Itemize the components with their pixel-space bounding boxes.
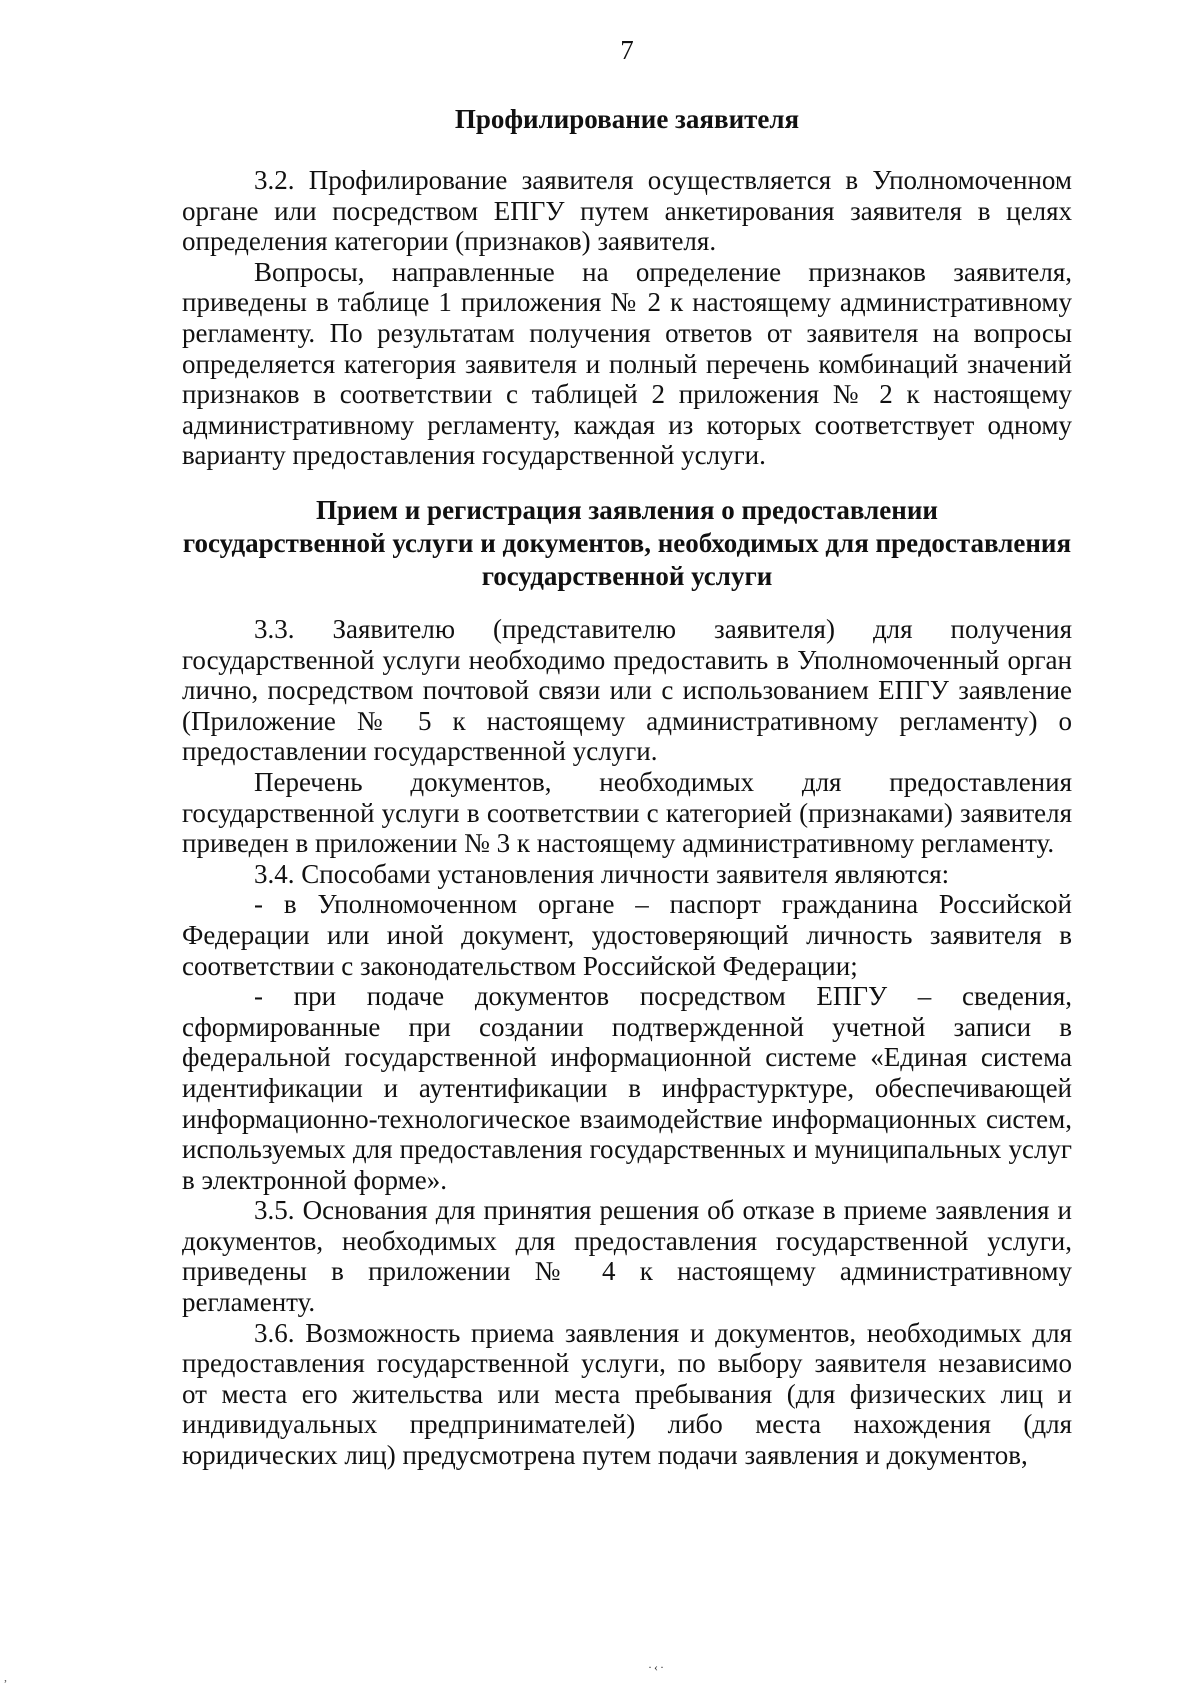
paragraph: 3.4. Способами установления личности заявителя являются: xyxy=(254,858,950,889)
section-heading-profiling: Профилирование заявителя xyxy=(454,104,800,134)
paragraph: Вопросы, направленные на определение признаков заявителя, приведены в таблице 1 приложения № 2 к настоящему административному регламенту. По результатам получения ответов от заявителя на вопросы определяется категория заявителя и полный перечень комбинаций значений признаков в соответствии с таблицей 2 приложения № 2 к настоящему административному регламенту, каждая из которых соответствует одному варианту предоставления государственной услуги. xyxy=(182,256,1072,471)
paragraph: 3.6. Возможность приема заявления и документов, необходимых для предоставления государственной услуги, по выбору заявителя независимо от места его жительства или места пребывания (для физических лиц и индивидуальных предпринимателей) либо места нахождения (для юридических лиц) предусмотрена путем подачи заявления и документов, xyxy=(182,1317,1072,1471)
paragraph: - в Уполномоченном органе – паспорт гражданина Российской Федерации или иной документ, удостоверяющий личность заявителя в соответствии с законодательством Российской Федерации; xyxy=(182,889,1072,981)
paragraph: 3.5. Основания для принятия решения об отказе в приеме заявления и документов, необходимых для предоставления государственной услуги, приведены в приложении № 4 к настоящему административному регламенту. xyxy=(182,1195,1072,1318)
heading-line: государственной услуги и документов, необходимых для предоставления xyxy=(182,528,1072,558)
paragraph: Перечень документов, необходимых для предоставления государственной услуги в соответствии с категорией (признаками) заявителя приведен в приложении № 3 к настоящему административному регламенту. xyxy=(182,766,1072,859)
heading-line: Прием и регистрация заявления о предоставлении xyxy=(316,495,938,525)
section-profiling-body xyxy=(182,165,1072,471)
paragraph: 3.2. Профилирование заявителя осуществляется в Уполномоченном органе или посредством ЕПГУ путем анкетирования заявителя в целях определения категории (признаков) заявителя. xyxy=(182,165,1072,257)
heading-line: государственной услуги xyxy=(481,561,773,591)
page-number: 7 xyxy=(620,35,634,65)
scan-artifact-mark: ·‹· xyxy=(648,1660,666,1674)
section-heading-registration xyxy=(182,494,1072,593)
scan-edge-mark: , xyxy=(4,1670,7,1684)
paragraph: 3.3. Заявителю (представителю заявителя) для получения государственной услуги необходимо предоставить в Уполномоченный орган лично, посредством почтовой связи или с использованием ЕПГУ заявление (Приложение № 5 к настоящему административному регламенту) о предоставлении государственной услуги. xyxy=(182,614,1072,767)
section-registration-body xyxy=(182,614,1072,1471)
paragraph: - при подаче документов посредством ЕПГУ – сведения, сформированные при создании подтвержденной учетной записи в федеральной государственной информационной системе «Единая система идентификации и аутентификации в инфрастурктуре, обеспечивающей информационно-технологическое взаимодействие информационных систем, используемых для предоставления государственных и муниципальных услуг в электронной форме». xyxy=(182,981,1072,1195)
